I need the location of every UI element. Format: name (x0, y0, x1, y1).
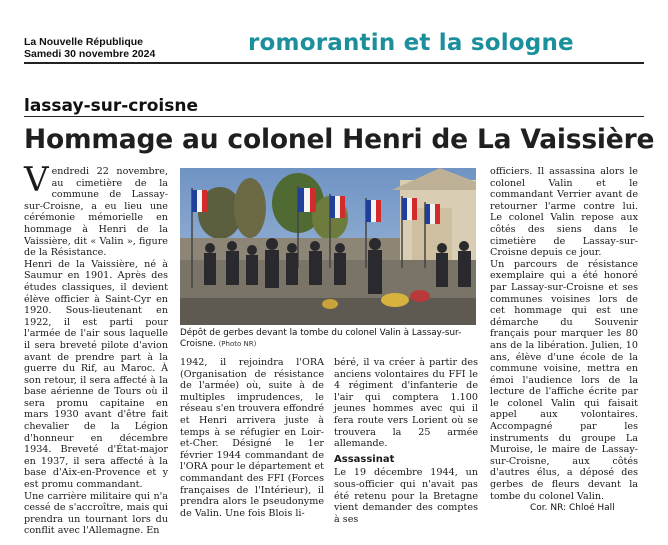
author-signature: Cor. NR: Chloé Hall (530, 503, 615, 513)
paragraph: officiers. Il assassina alors le colonel Valin et le commandant Verrier avant de retourner l'arme contre lui. Le colonel Valin repose aux côtés des siens dans le cimetière de Lassay-sur-Croisne depuis ce jour. (490, 166, 638, 259)
paragraph: endredi 22 novembre, au cimetière de la commune de Lassay-sur-Croisne, a eu lieu une cérémonie mémorielle en hommage à Henri de la Vaissière, dit « Valin », figure de la Résistance. (24, 166, 168, 259)
section-title: romorantin et la sologne (248, 30, 574, 56)
masthead-paper-info (24, 36, 155, 60)
text-column-2 (180, 357, 324, 519)
paragraph: Une carrière militaire qui n'a cessé de s'accroître, mais qui prendra un tournant lors du conflit avec l'Allemagne. En (24, 490, 168, 537)
ceremony-photo (180, 168, 476, 325)
paragraph: Un parcours de résistance exemplaire qui a été honoré par Lassay-sur-Croisne et ses communes voisines lors de cet hommage qui est une démarche du Souvenir français pour marquer les 80 ans de la libération. Julien, 10 ans, élève d'une école de la commune voisine, mettra en émoi l'audience lors de la lecture de l'affiche écrite par le colonel Valin qui faisait appel aux volontaires. Accompagné par les instruments du groupe La Muroise, le maire de Lassay-sur-Croisne, aux côtés d'autres élus, a déposé des gerbes de fleurs devant la tombe du colonel Valin. (490, 258, 638, 502)
paragraph: Le 19 décembre 1944, un sous-officier qui n'avait pas été retenu pour la Bretagne vient demander des comptes à ses (334, 467, 478, 525)
photo-caption (180, 328, 476, 350)
publication-date: Samedi 30 novembre 2024 (24, 48, 156, 60)
paragraph: 1942, il rejoindra l'ORA (Organisation de résistance de l'armée) où, suite à de multiples imprudences, le réseau s'en trouvera effondré et Henri arrivera juste à temps à se réfugier en Loir-et-Cher. Désigné le 1er février 1944 commandant de l'ORA pour le département et commandant des FFI (Forces françaises de l'Intérieur), il prendra alors le pseudonyme de Valin. Une fois Blois li- (180, 357, 324, 519)
paper-name: La Nouvelle République (24, 36, 144, 48)
text-column-3 (334, 357, 478, 525)
drop-cap: V (24, 160, 49, 200)
paragraph: Henri de la Vaissière, né à Saumur en 1901. Après des études classiques, il devient élève officier à Saint-Cyr en 1920. Sous-lieutenant en 1922, il est parti pour l'armée de l'air sous laquelle il sera breveté pilote d'avion avant de prendre part à la guerre du Rif, au Maroc. À son retour, il sera affecté à la base aérienne de Tours où il sera promu capitaine en mars 1930 avant d'être fait chevalier de la Légion d'honneur en décembre 1934. Breveté d'État-major en 1937, il sera affecté à la base d'Aix-en-Provence et y est promu commandant. (24, 258, 168, 491)
article-headline: Hommage au colonel Henri de La Vaissière (24, 124, 655, 155)
article-kicker: lassay-sur-croisne (24, 96, 199, 116)
photo-credit: (Photo NR) (218, 340, 257, 348)
text-column-1 (24, 160, 168, 537)
masthead-rule (24, 62, 644, 64)
caption-text: Dépôt de gerbes devant la tombe du colonel Valin à Lassay-sur-Croisne. (180, 328, 462, 349)
text-column-4 (490, 166, 638, 502)
subheading: Assassinat (334, 453, 395, 465)
paragraph: béré, il va créer à partir des anciens volontaires du FFI le 4 régiment d'infanterie de l'air qui comptera 1.100 jeunes hommes avec qui il fera route vers Lorient où se trouvera la 25 armée allemande. (334, 357, 478, 450)
article-photo (180, 168, 476, 325)
kicker-rule (24, 116, 644, 117)
